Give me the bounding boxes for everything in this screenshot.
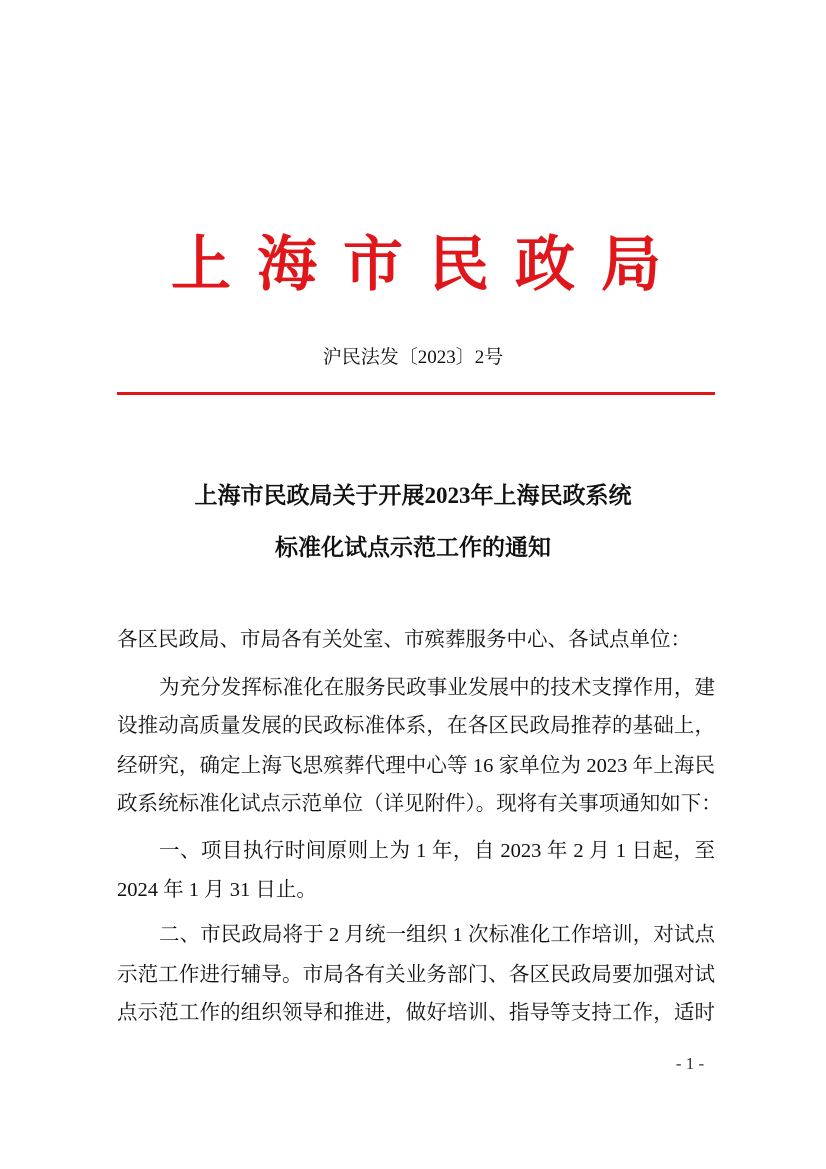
body-line: 经研究，确定上海飞思殡葬代理中心等 16 家单位为 2023 年上海民: [117, 755, 715, 777]
body-line: 政系统标准化试点示范单位（详见附件）。现将有关事项通知如下：: [117, 793, 722, 815]
body-line: 二、市民政局将于 2 月统一组织 1 次标准化工作培训，对试点: [159, 924, 715, 946]
body-line: 为充分发挥标准化在服务民政事业发展中的技术支撑作用，建: [159, 677, 715, 699]
body-line: 一、项目执行时间原则上为 1 年，自 2023 年 2 月 1 日起，至: [159, 840, 715, 862]
document-title-line-1: 上海市民政局关于开展2023年上海民政系统: [194, 483, 632, 508]
addressee: 各区民政局、市局各有关处室、市殡葬服务中心、各试点单位：: [117, 629, 691, 651]
body-line: 设推动高质量发展的民政标准体系，在各区民政局推荐的基础上，: [117, 715, 715, 737]
body-line: 2024 年 1 月 31 日止。: [117, 879, 317, 901]
document-title-line-2: 标准化试点示范工作的通知: [275, 535, 551, 560]
body-line: 示范工作进行辅导。市局各有关业务部门、各区民政局要加强对试: [117, 964, 715, 986]
document-number: 沪民法发〔2023〕2号: [322, 347, 504, 368]
body-line: 点示范工作的组织领导和推进，做好培训、指导等支持工作，适时: [117, 1002, 715, 1024]
red-divider-line: [117, 392, 715, 395]
page-number: - 1 -: [675, 1054, 705, 1073]
issuer-masthead: 上海市民政局: [171, 232, 687, 298]
